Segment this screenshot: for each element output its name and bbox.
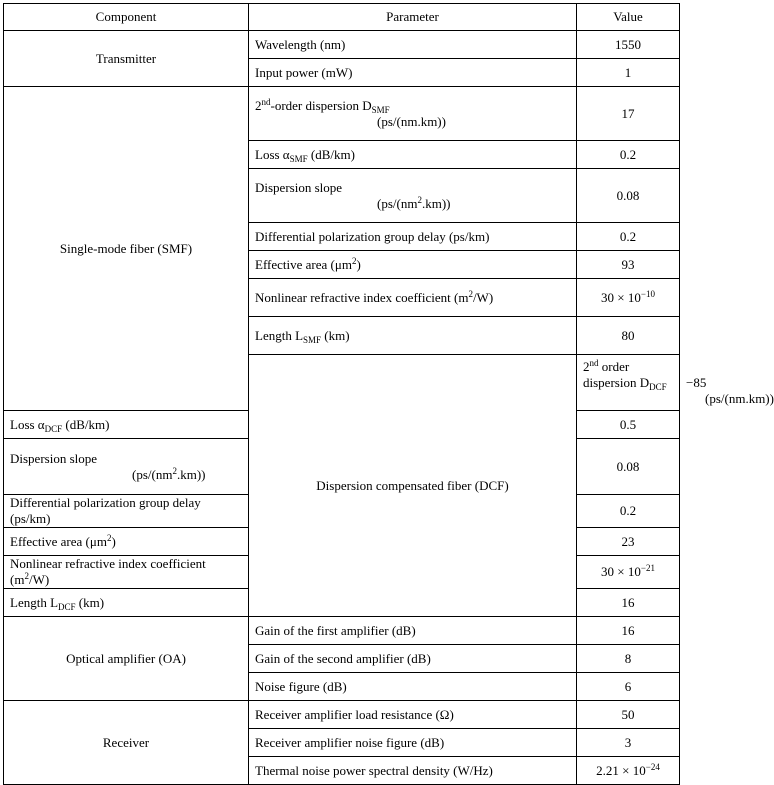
- component-oa: Optical amplifier (OA): [4, 617, 249, 701]
- header-value: Value: [577, 4, 680, 31]
- table-row: [4, 617, 680, 645]
- parameter-table: [3, 3, 774, 785]
- param-receiver-load: Receiver amplifier load resistance (Ω): [249, 701, 577, 729]
- value-smf-dispersion: 17: [577, 87, 680, 141]
- dcf-nonlinear-post: /W): [28, 572, 50, 587]
- param-smf-slope: [249, 169, 577, 223]
- value-smf-area: 93: [577, 251, 680, 279]
- value-smf-loss: 0.2: [577, 141, 680, 169]
- param-dcf-length: [4, 589, 249, 617]
- table-row: [4, 31, 680, 59]
- value-receiver-noise: 3: [577, 729, 680, 757]
- param-dcf-slope: [4, 439, 249, 495]
- smf-slope-label: Dispersion slope: [255, 179, 343, 195]
- smf-dispersion-sup: nd: [261, 96, 271, 107]
- dcf-length-sub: DCF: [58, 601, 76, 612]
- param-smf-area: [249, 251, 577, 279]
- value-oa-gain2: 8: [577, 645, 680, 673]
- value-dcf-slope: 0.08: [577, 439, 680, 495]
- smf-loss-sub: SMF: [289, 153, 308, 164]
- smf-nonlinear-post: /W): [472, 289, 494, 305]
- value-smf-slope: 0.08: [577, 169, 680, 223]
- smf-slope-unit-post: .km)): [421, 195, 451, 211]
- param-receiver-noise: Receiver amplifier noise figure (dB): [249, 729, 577, 757]
- dcf-slope-unit: [10, 467, 242, 483]
- dcf-area-pre: Effective area (μm: [10, 533, 107, 549]
- value-dcf-dgd: 0.2: [577, 495, 680, 528]
- parameter-table-container: [3, 3, 774, 785]
- dcf-nonlinear-exp: −21: [640, 563, 655, 573]
- dcf-dispersion-sub: DCF: [649, 381, 667, 392]
- smf-slope-unit-pre: (ps/(nm: [377, 195, 418, 211]
- dcf-slope-unit-pre: (ps/(nm: [132, 466, 173, 482]
- smf-dispersion-sub: SMF: [371, 104, 390, 115]
- param-smf-length: [249, 317, 577, 355]
- value-oa-gain1: 16: [577, 617, 680, 645]
- param-smf-loss: [249, 141, 577, 169]
- dcf-dispersion-prefix: 2: [583, 358, 590, 374]
- dcf-loss-prefix: Loss α: [10, 416, 45, 432]
- smf-dispersion-prefix: 2: [255, 97, 262, 113]
- smf-length-pre: Length L: [255, 327, 304, 343]
- dcf-loss-sub: DCF: [44, 423, 63, 434]
- smf-area-sup: 2: [351, 255, 357, 266]
- param-oa-noise: Noise figure (dB): [249, 673, 577, 701]
- param-smf-nonlinear: [249, 279, 577, 317]
- param-dcf-area: [4, 528, 249, 556]
- value-dcf-length: 16: [577, 589, 680, 617]
- dcf-length-post: (km): [75, 594, 105, 610]
- value-smf-nonlinear: [577, 279, 680, 317]
- param-dcf-dgd: Differential polarization group delay (ps/km): [4, 495, 249, 528]
- value-wavelength: 1550: [577, 31, 680, 59]
- component-smf: Single-mode fiber (SMF): [4, 87, 249, 411]
- dcf-length-pre: Length L: [10, 594, 59, 610]
- smf-loss-unit: (dB/km): [307, 146, 355, 162]
- smf-length-post: (km): [321, 327, 350, 343]
- smf-nonlinear-exp: −10: [640, 288, 655, 299]
- param-receiver-thermal: Thermal noise power spectral density (W/Hz): [249, 757, 577, 785]
- dcf-nonlinear-sup: 2: [24, 571, 29, 581]
- dcf-slope-unit-sup: 2: [172, 465, 177, 476]
- value-receiver-thermal: [577, 757, 680, 785]
- dcf-slope-label: Dispersion slope: [10, 450, 98, 466]
- value-dcf-loss: 0.5: [577, 411, 680, 439]
- param-oa-gain2: Gain of the second amplifier (dB): [249, 645, 577, 673]
- smf-dispersion-unit: (ps/(nm.km)): [377, 113, 446, 129]
- dcf-area-post: ): [111, 533, 116, 549]
- header-component: Component: [4, 4, 249, 31]
- dcf-loss-unit: (dB/km): [62, 416, 110, 432]
- dcf-slope-unit-post: .km)): [176, 466, 206, 482]
- dcf-dispersion-unit: (ps/(nm.km)): [705, 390, 774, 406]
- smf-dispersion-text: -order dispersion D: [270, 97, 372, 113]
- param-dcf-loss: [4, 411, 249, 439]
- value-dcf-area: 23: [577, 528, 680, 556]
- value-input-power: 1: [577, 59, 680, 87]
- value-smf-dgd: 0.2: [577, 223, 680, 251]
- component-transmitter: Transmitter: [4, 31, 249, 87]
- param-dcf-nonlinear: [4, 556, 249, 589]
- dcf-area-sup: 2: [106, 532, 112, 543]
- value-dcf-nonlinear: [577, 556, 680, 589]
- smf-nonlinear-sup: 2: [468, 288, 473, 299]
- smf-slope-unit-sup: 2: [417, 194, 422, 205]
- param-wavelength: Wavelength (nm): [249, 31, 577, 59]
- receiver-thermal-base: 2.21 × 10: [596, 762, 646, 778]
- component-receiver: Receiver: [4, 701, 249, 785]
- dcf-dispersion-text: order dispersion D: [583, 358, 650, 390]
- param-input-power: Input power (mW): [249, 59, 577, 87]
- param-smf-dgd: Differential polarization group delay (ps/km): [249, 223, 577, 251]
- table-row: [4, 701, 680, 729]
- component-dcf: Dispersion compensated fiber (DCF): [249, 355, 577, 617]
- smf-area-post: ): [356, 256, 361, 272]
- smf-nonlinear-base: 30 × 10: [601, 289, 641, 305]
- smf-loss-prefix: Loss α: [255, 146, 290, 162]
- param-dcf-dispersion: [577, 355, 774, 411]
- smf-length-sub: SMF: [303, 334, 322, 345]
- dcf-nonlinear-base: 30 × 10: [601, 564, 641, 579]
- param-oa-gain1: Gain of the first amplifier (dB): [249, 617, 577, 645]
- dcf-dispersion-sup: nd: [589, 357, 599, 368]
- smf-area-pre: Effective area (μm: [255, 256, 352, 272]
- param-smf-dispersion: [249, 87, 577, 141]
- dcf-nonlinear-pre: Nonlinear refractive index coefficient (m: [10, 556, 206, 587]
- value-receiver-load: 50: [577, 701, 680, 729]
- smf-slope-unit: [255, 196, 570, 212]
- value-oa-noise: 6: [577, 673, 680, 701]
- header-row: [4, 4, 680, 31]
- table-row: Dispersion compensated fiber (DCF) 2nd order dispersion $D_{DCF}$ (ps/(nm.km)) −85: [4, 355, 680, 411]
- smf-nonlinear-pre: Nonlinear refractive index coefficient (m: [255, 289, 469, 305]
- table-row: [4, 87, 680, 141]
- header-parameter: Parameter: [249, 4, 577, 31]
- receiver-thermal-exp: −24: [645, 761, 660, 772]
- value-smf-length: 80: [577, 317, 680, 355]
